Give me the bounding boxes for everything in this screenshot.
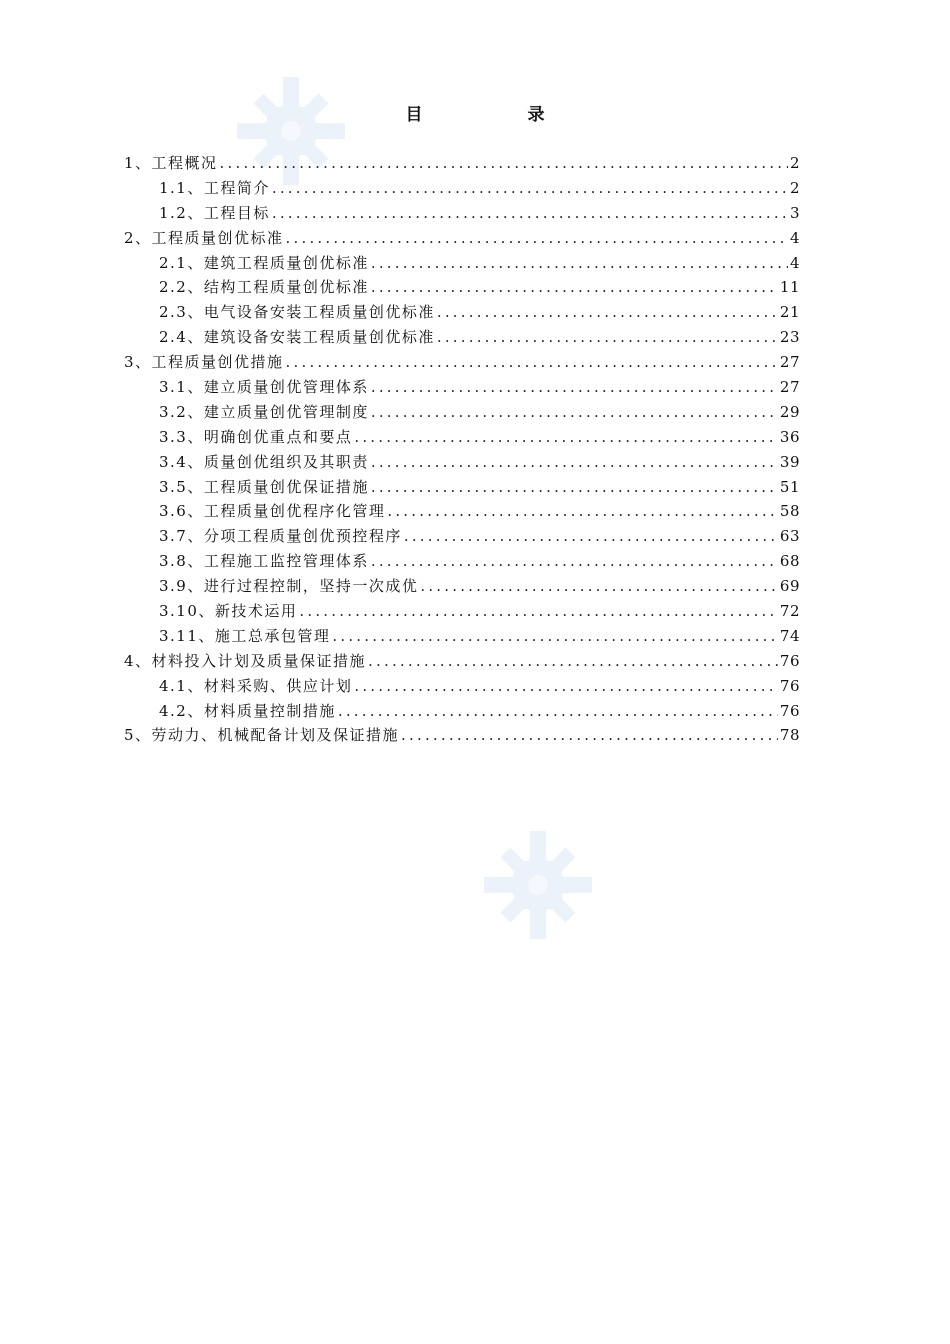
toc-entry-page: 36: [779, 427, 800, 446]
toc-entry[interactable]: [124, 425, 800, 450]
toc-entry-label: 3、工程质量创优措施: [124, 353, 284, 372]
toc-entry[interactable]: [124, 524, 800, 549]
toc-entry-page: 21: [779, 303, 800, 322]
toc-entry-page: 76: [779, 651, 800, 670]
toc-leader-dots: [371, 475, 778, 500]
toc-entry[interactable]: [124, 251, 800, 276]
toc-entry-label: 3.1、建立质量创优管理体系: [159, 378, 369, 397]
toc-leader-dots: [420, 574, 778, 599]
toc-entry-page: 29: [779, 402, 800, 421]
toc-entry[interactable]: [124, 475, 800, 500]
toc-entry-page: 74: [779, 626, 800, 645]
toc-entry[interactable]: [124, 649, 800, 674]
toc-entry-label: 3.5、工程质量创优保证措施: [159, 477, 369, 496]
toc-entry-label: 3.4、质量创优组织及其职责: [159, 452, 369, 471]
toc-entry-label: 3.6、工程质量创优程序化管理: [159, 502, 386, 521]
page-title: 目 录: [405, 105, 589, 125]
toc-entry-page: 72: [779, 602, 800, 621]
toc-entry-page: 68: [779, 552, 800, 571]
toc-leader-dots: [332, 624, 778, 649]
toc-entry-label: 1.1、工程简介: [159, 178, 270, 197]
toc-entry-page: 2: [789, 178, 800, 197]
toc-entry-label: 2.3、电气设备安装工程质量创优标准: [159, 303, 435, 322]
toc-entry[interactable]: [124, 275, 800, 300]
toc-leader-dots: [272, 201, 788, 226]
toc-entry-page: 39: [779, 452, 800, 471]
toc-entry-page: 63: [779, 527, 800, 546]
toc-entry-label: 1.2、工程目标: [159, 203, 270, 222]
toc-leader-dots: [404, 524, 778, 549]
toc-entry-page: 69: [779, 577, 800, 596]
snowflake-watermark-icon: [483, 830, 593, 940]
toc-leader-dots: [286, 226, 788, 251]
toc-entry[interactable]: [124, 450, 800, 475]
toc-leader-dots: [437, 325, 778, 350]
toc-entry-page: 4: [789, 253, 800, 272]
toc-entry-label: 4、材料投入计划及质量保证措施: [124, 651, 367, 670]
toc-entry[interactable]: [124, 574, 800, 599]
toc-leader-dots: [299, 599, 778, 624]
toc-entry-label: 3.3、明确创优重点和要点: [159, 427, 353, 446]
toc-entry[interactable]: [124, 723, 800, 748]
toc-entry-label: 5、劳动力、机械配备计划及保证措施: [124, 726, 400, 745]
toc-entry-page: 58: [779, 502, 800, 521]
toc-entry-label: 3.7、分项工程质量创优预控程序: [159, 527, 402, 546]
toc-entry-page: 4: [789, 228, 800, 247]
toc-leader-dots: [371, 375, 778, 400]
toc-entry-label: 1、工程概况: [124, 154, 218, 172]
toc-entry[interactable]: [124, 300, 800, 325]
toc-entry[interactable]: [124, 176, 800, 201]
toc-entry-label: 2、工程质量创优标准: [124, 228, 284, 247]
toc-entry-page: 11: [779, 278, 800, 297]
toc-entry[interactable]: [124, 226, 800, 251]
toc-entry-label: 3.2、建立质量创优管理制度: [159, 402, 369, 421]
toc-leader-dots: [371, 251, 788, 276]
toc-entry[interactable]: [124, 151, 800, 176]
toc-entry[interactable]: [124, 325, 800, 350]
toc-leader-dots: [354, 674, 778, 699]
toc-entry-label: 4.1、材料采购、供应计划: [159, 676, 353, 695]
toc-entry[interactable]: [124, 624, 800, 649]
toc-entry-page: 27: [779, 353, 800, 372]
toc-entry-page: 76: [779, 701, 800, 720]
toc-leader-dots: [387, 499, 778, 524]
toc-entry-label: 2.4、建筑设备安装工程质量创优标准: [159, 328, 435, 347]
toc-leader-dots: [371, 450, 778, 475]
toc-entry[interactable]: [124, 674, 800, 699]
toc-entry-label: 3.10、新技术运用: [159, 602, 298, 621]
toc-entry-page: 2: [789, 154, 800, 172]
toc-entry[interactable]: [124, 400, 800, 425]
toc-entry-page: 3: [789, 203, 800, 222]
toc-entry-label: 3.9、进行过程控制，坚持一次成优: [159, 577, 419, 596]
toc-leader-dots: [371, 549, 778, 574]
toc-entry[interactable]: [124, 499, 800, 524]
toc-entry-page: 78: [779, 726, 800, 745]
toc-leader-dots: [371, 275, 778, 300]
toc-leader-dots: [437, 300, 778, 325]
toc-entry-page: 23: [779, 328, 800, 347]
toc-entry-page: 51: [779, 477, 800, 496]
toc-leader-dots: [338, 699, 778, 724]
toc-entry-label: 4.2、材料质量控制措施: [159, 701, 336, 720]
toc-entry-page: 76: [779, 676, 800, 695]
toc-leader-dots: [368, 649, 778, 674]
toc-entry-page: 27: [779, 378, 800, 397]
toc-entry[interactable]: [124, 201, 800, 226]
toc-entry-label: 2.2、结构工程质量创优标准: [159, 278, 369, 297]
toc-entry[interactable]: [124, 350, 800, 375]
toc-leader-dots: [371, 400, 778, 425]
table-of-contents: [124, 151, 800, 748]
toc-leader-dots: [286, 350, 778, 375]
toc-entry-label: 2.1、建筑工程质量创优标准: [159, 253, 369, 272]
toc-entry[interactable]: [124, 375, 800, 400]
toc-leader-dots: [354, 425, 778, 450]
toc-leader-dots: [401, 723, 778, 748]
toc-entry[interactable]: [124, 549, 800, 574]
toc-entry[interactable]: [124, 699, 800, 724]
toc-leader-dots: [220, 151, 788, 176]
toc-entry-label: 3.11、施工总承包管理: [159, 626, 331, 645]
toc-entry-label: 3.8、工程施工监控管理体系: [159, 552, 369, 571]
toc-entry[interactable]: [124, 599, 800, 624]
toc-leader-dots: [272, 176, 788, 201]
